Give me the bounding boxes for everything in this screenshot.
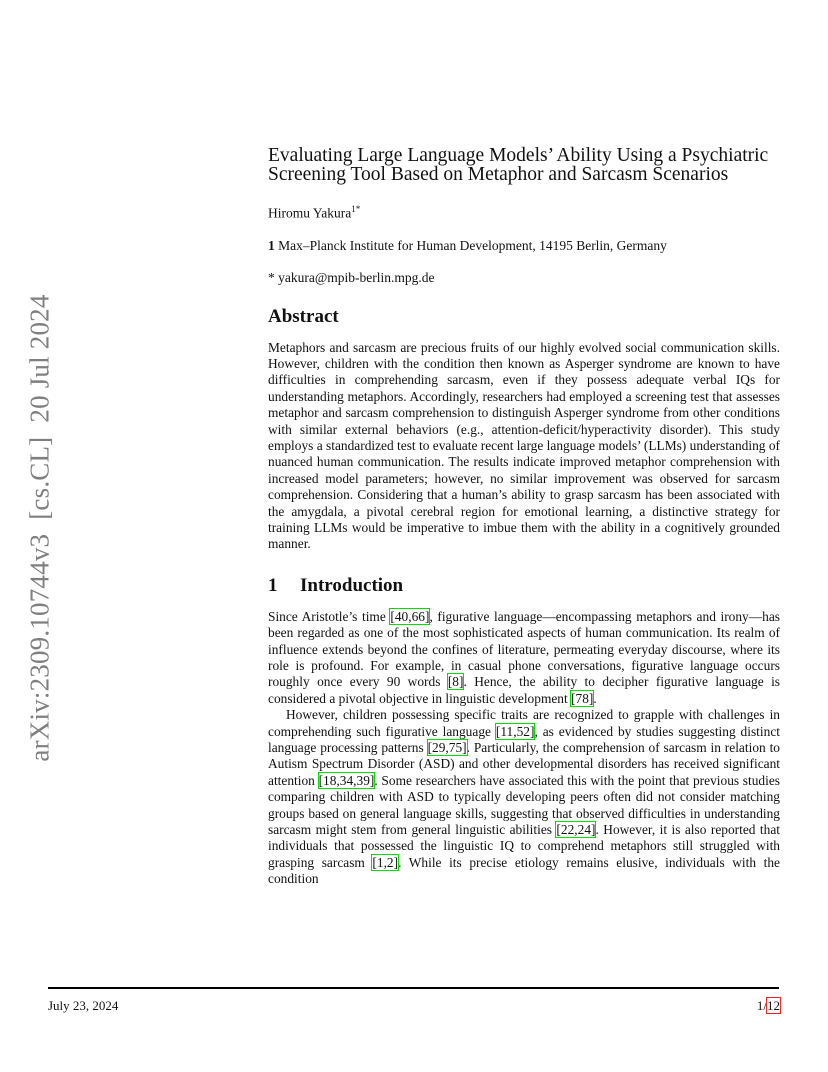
page-separator: / xyxy=(763,998,767,1013)
paper-title: Evaluating Large Language Models’ Ability Using a Psychiatric Screening Tool Based on Metaphor and Sarcasm Scenarios xyxy=(268,145,769,185)
section-title: Introduction xyxy=(300,574,404,596)
text-run: Since Aristotle’s time xyxy=(268,608,391,624)
affiliation-number: 1 xyxy=(268,237,275,253)
arxiv-id: arXiv:2309.10744v3 xyxy=(24,533,55,762)
citation-link[interactable]: [18,34,39] xyxy=(318,772,375,788)
citation-link[interactable]: [40,66] xyxy=(390,608,430,624)
text-run: , figurative language—encompassing metaphors and irony—has been regarded as one of the most sophisticated aspects of human communication. Its realm of influence extends beyond the confines of literature, permeating everyday discourse, where its role is profound. For example, in casual phone conversations, figurative language occurs roughly once every 90 words xyxy=(268,608,780,690)
email-mark: * xyxy=(268,269,275,285)
citation-link[interactable]: [11,52] xyxy=(495,723,535,739)
arxiv-date: 20 Jul 2024 xyxy=(24,294,55,423)
author-name: Hiromu Yakura xyxy=(268,205,352,221)
text-run: . xyxy=(593,690,597,706)
footer-date: July 23, 2024 xyxy=(48,998,119,1013)
citation-link[interactable]: [78] xyxy=(571,690,594,706)
corresponding-email xyxy=(268,270,780,286)
text-run: However, children possessing specific traits are recognized to grapple with challenges in comprehending such figurative language xyxy=(268,707,780,739)
page-number xyxy=(757,998,780,1014)
citation-link[interactable]: [1,2] xyxy=(372,854,399,870)
citation-link[interactable]: [22,24] xyxy=(556,822,596,838)
abstract-text: Metaphors and sarcasm are precious fruits of our highly evolved social communication skills. However, children with the condition then known as Asperger syndrome are known to have difficulties in comprehending sarcasm, even if they possess adequate verbal IQs for understanding metaphors. Accordingly, researchers had employed a screening test that assesses metaphor and sarcasm comprehension to distinguish Asperger syndrome from other conditions with similar external behaviors (e.g., attention-deficit/hyperactivity disorder). This study employs a standardized test to evaluate recent large language models’ (LLMs) understanding of nuanced human communication. The results indicate improved metaphor comprehension with increased model parameters; however, no similar improvement was observed for sarcasm comprehension. Considering that a human’s ability to grasp sarcasm has been associated with the amygdala, a pivotal cerebral region for emotional learning, a distinctive strategy for training LLMs would be imperative to imbue them with the ability in a cognitively grounded manner. xyxy=(268,339,780,552)
citation-link[interactable]: [8] xyxy=(447,674,464,690)
page-content xyxy=(268,146,780,888)
text-run: . Some researchers have associated this with the point that previous studies comparing children with ASD to typically developing peers often did not consider matching groups based on general language skills, suggesting that observed difficulties in understanding sarcasm might stem from general linguistic abilities xyxy=(268,772,781,838)
text-run: . Hence, the ability to decipher figurative language is considered a pivotal objective in linguistic development xyxy=(268,674,780,706)
footer-rule xyxy=(48,987,779,989)
text-run: . While its precise etiology remains elusive, individuals with the condition xyxy=(268,854,780,887)
intro-paragraph-2 xyxy=(268,707,780,887)
author-superscript: 1* xyxy=(351,204,361,214)
author-line xyxy=(268,204,780,222)
arxiv-category: [cs.CL] xyxy=(24,436,55,520)
affiliation-text: Max–Planck Institute for Human Development, 14195 Berlin, Germany xyxy=(278,237,667,253)
current-page: 1 xyxy=(756,998,764,1013)
text-run: . Particularly, the comprehension of sarcasm in relation to Autism Spectrum Disorder (ASD) and other developmental disorders has received significant attention xyxy=(268,740,780,788)
arxiv-stamp xyxy=(25,294,56,761)
section-heading-introduction xyxy=(268,575,780,597)
citation-link[interactable]: [29,75] xyxy=(427,740,467,756)
text-run: , as evidenced by studies suggesting distinct language processing patterns xyxy=(268,723,780,756)
text-run: . However, it is also reported that individuals that possessed the linguistic IQ to comprehend metaphors still struggled with grasping sarcasm xyxy=(268,822,780,870)
intro-paragraph-1 xyxy=(268,609,780,707)
section-number: 1 xyxy=(268,574,278,596)
affiliation xyxy=(268,238,780,254)
email-address[interactable]: yakura@mpib-berlin.mpg.de xyxy=(278,269,435,285)
total-pages-link[interactable]: 12 xyxy=(767,998,780,1013)
abstract-heading: Abstract xyxy=(268,305,339,327)
